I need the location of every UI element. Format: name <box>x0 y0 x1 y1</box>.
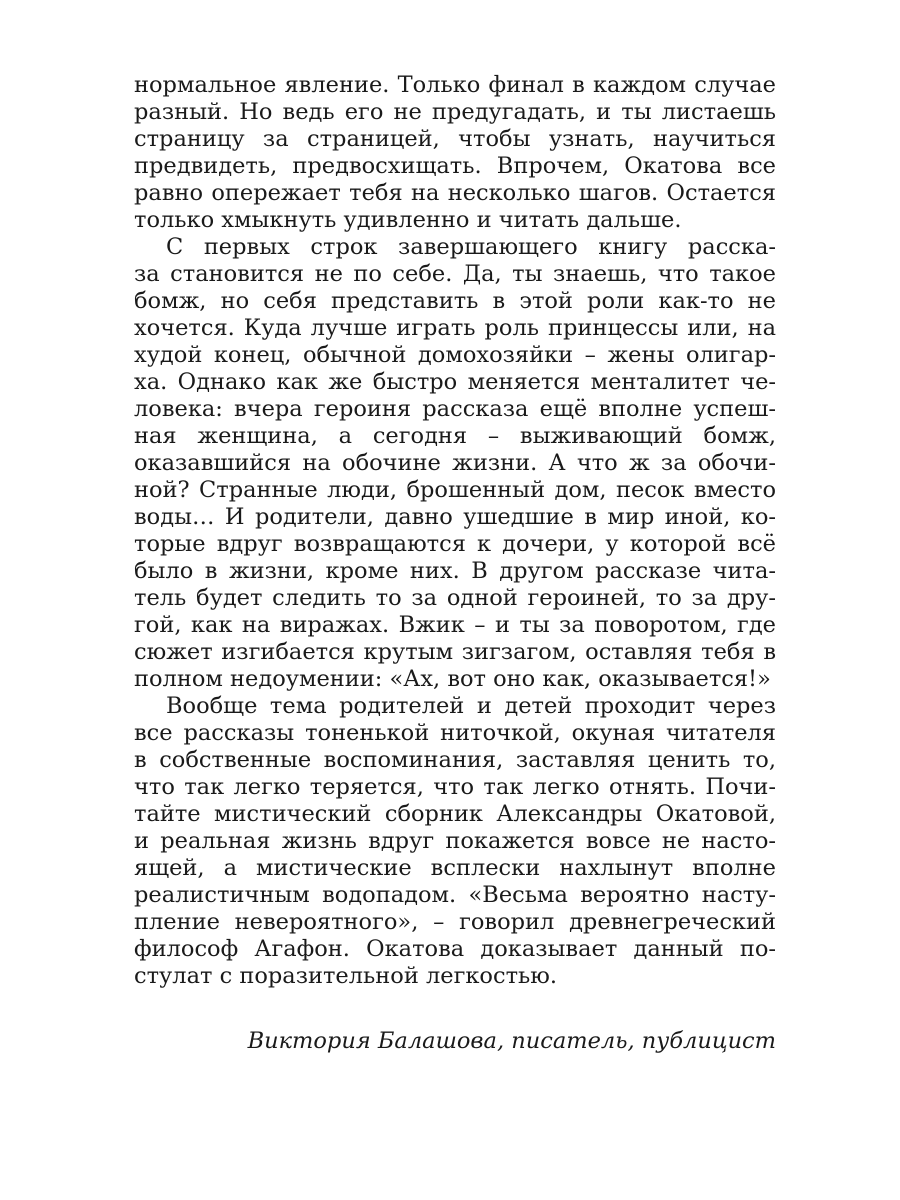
text-line: стулат с поразительной легкостью. <box>134 963 558 989</box>
text-line: С первых строк завершающего книгу расска- <box>166 234 776 260</box>
text-line: реалистичным водопадом. «Весьма вероятно насту- <box>134 882 776 908</box>
text-line: тель будет следить то за одной героиней, то за дру- <box>134 585 776 611</box>
paragraph <box>134 693 776 990</box>
text-line: полном недоумении: «Ах, вот оно как, оказывается!» <box>134 666 771 692</box>
text-line: предвидеть, предвосхищать. Впрочем, Окатова все <box>134 153 776 179</box>
text-line: было в жизни, кроме них. В другом рассказе чита- <box>134 558 776 584</box>
text-line: тайте мистический сборник Александры Окатовой, <box>134 801 776 827</box>
text-line: оказавшийся на обочине жизни. А что ж за обочи- <box>134 450 776 476</box>
text-line: ха. Однако как же быстро меняется менталитет че- <box>134 369 776 395</box>
text-line: хочется. Куда лучше играть роль принцессы или, на <box>134 315 776 341</box>
author-signature: Виктория Балашова, писатель, публицист <box>247 1028 776 1054</box>
text-line: сюжет изгибается крутым зигзагом, оставляя тебя в <box>134 639 776 665</box>
text-line: гой, как на виражах. Вжик – и ты за поворотом, где <box>134 612 776 638</box>
text-line: ящей, а мистические всплески нахлынут вполне <box>134 855 776 881</box>
text-line: пление невероятного», – говорил древнегреческий <box>134 909 776 935</box>
text-line: бомж, но себя представить в этой роли как-то не <box>134 288 776 314</box>
body-text <box>134 72 776 990</box>
text-line: воды… И родители, давно ушедшие в мир иной, ко- <box>134 504 776 530</box>
text-line: Вообще тема родителей и детей проходит через <box>166 693 776 719</box>
text-line: торые вдруг возвращаются к дочери, у которой всё <box>134 531 776 557</box>
text-line: ловека: вчера героиня рассказа ещё вполне успеш- <box>134 396 776 422</box>
text-line: разный. Но ведь его не предугадать, и ты листаешь <box>134 99 776 125</box>
text-line: худой конец, обычной домохозяйки – жены олигар- <box>134 342 776 368</box>
text-line: ной? Странные люди, брошенный дом, песок вместо <box>134 477 776 503</box>
text-line: и реальная жизнь вдруг покажется вовсе не насто- <box>134 828 776 854</box>
text-line: что так легко теряется, что так легко отнять. Почи- <box>134 774 776 800</box>
text-line: все рассказы тоненькой ниточкой, окуная читателя <box>134 720 776 746</box>
text-line: философ Агафон. Окатова доказывает данный по- <box>134 936 776 962</box>
paragraph <box>134 234 776 693</box>
text-line: в собственные воспоминания, заставляя ценить то, <box>134 747 776 773</box>
text-line: за становится не по себе. Да, ты знаешь, что такое <box>134 261 776 287</box>
text-line: нормальное явление. Только финал в каждом случае <box>134 72 776 98</box>
text-line: ная женщина, а сегодня – выживающий бомж, <box>134 423 776 449</box>
paragraph <box>134 72 776 234</box>
text-line: страницу за страницей, чтобы узнать, научиться <box>134 126 776 152</box>
text-line: только хмыкнуть удивленно и читать дальше. <box>134 207 682 233</box>
text-line: равно опережает тебя на несколько шагов. Остается <box>134 180 776 206</box>
